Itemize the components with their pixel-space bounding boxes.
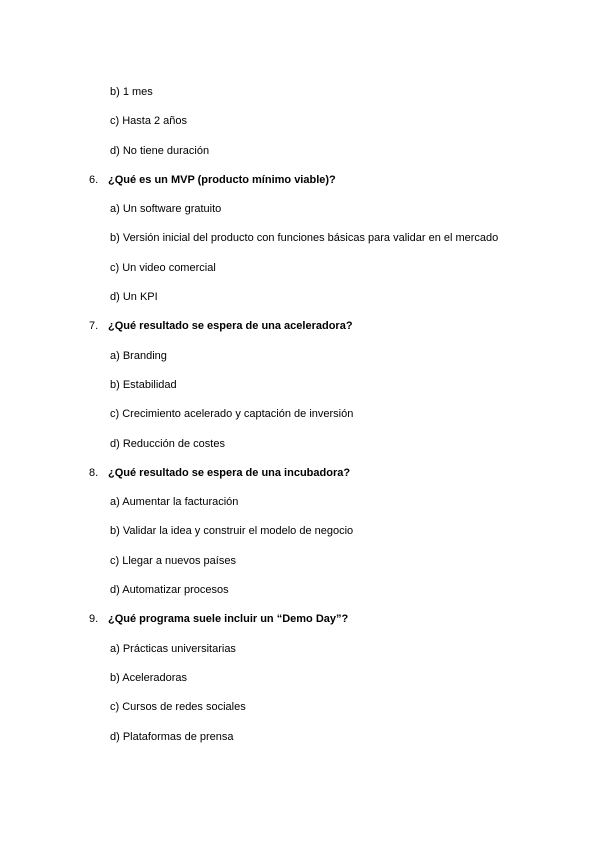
question-text: ¿Qué resultado se espera de una incubadora? [108,466,351,479]
answer-option: c) Llegar a nuevos países [110,554,236,567]
answer-option: b) Versión inicial del producto con funciones básicas para validar en el mercado [110,232,499,245]
answer-option: a) Branding [110,349,167,362]
question-9 [0,605,600,634]
answer-option: c) Cursos de redes sociales [110,701,246,714]
answer-option: a) Aumentar la facturación [110,496,239,509]
question-number: 9. [89,613,99,626]
answer-option: d) Reducción de costes [110,437,225,450]
answer-option: c) Hasta 2 años [110,115,188,128]
answer-option: c) Un video comercial [110,261,216,274]
answer-option: d) Plataformas de prensa [110,730,234,743]
answer-option: b) Estabilidad [110,378,177,391]
answer-option: b) Aceleradoras [110,671,188,684]
question-number: 8. [89,466,99,479]
question-7 [0,312,600,341]
answer-option: b) 1 mes [110,86,153,98]
answer-option: c) Crecimiento acelerado y captación de inversión [110,408,354,421]
answer-option: b) Validar la idea y construir el modelo de negocio [110,525,354,538]
answer-option: a) Prácticas universitarias [110,642,236,655]
question-text: ¿Qué programa suele incluir un “Demo Day”? [108,613,349,626]
answer-option: a) Un software gratuito [110,203,222,216]
answer-option: d) Un KPI [110,291,158,304]
question-number: 6. [89,173,99,186]
question-8 [0,459,600,488]
answer-option: d) Automatizar procesos [110,584,229,597]
question-text: ¿Qué resultado se espera de una aceleradora? [108,320,353,333]
question-6 [0,166,600,195]
quiz-content [0,78,600,752]
question-text: ¿Qué es un MVP (producto mínimo viable)? [108,173,336,186]
question-number: 7. [89,320,99,333]
answer-option: d) No tiene duración [110,144,210,157]
